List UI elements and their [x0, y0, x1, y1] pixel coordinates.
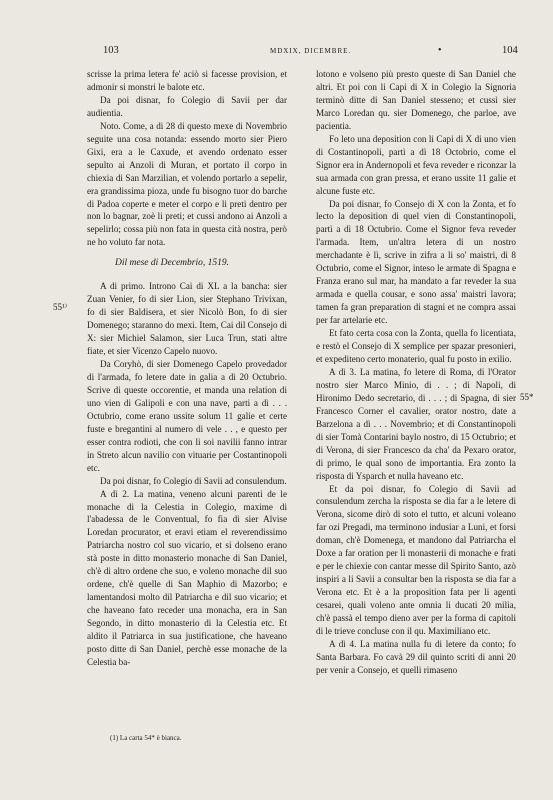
page-number-left: 103	[103, 45, 119, 56]
paragraph: Et da poi disnar, fo Colegio di Savii ad consulendum zercha la risposta se dia far a le letere di Verona, sicome dirò di soto el tutto, et alcuni voleano far ozi Pregadi, ma terminono indusiar a Luni, et forsi doman, ch'è Domenega, et mandono dal Patriarcha el Doxe a far oration per li monasterii di monache e frati e per le chiexie con cantar messe dil Spirito Santo, azò inspiri a li Savii a consultar ben la risposta se dia far a Verona etc. Et è a la proposition fata per li agenti cesarei, quali voleno ante omnia li ducati 20 milia, ch'è passà el tempo dieno aver per la forma di capitoli di le trieve concluse con il qu. Maximiliano etc.	[316, 483, 516, 636]
paragraph: Da poi disnar, fo Colegio di Savii ad consulendum.	[100, 475, 287, 486]
margin-note-right: 55*	[520, 392, 534, 402]
paragraph: Et fato certa cosa con la Zonta, quella fo licentiata, e restò el Consejo di X semplice per spazar presonieri, et expediteno certo monaterio, qual fu posto in exilio.	[316, 328, 516, 364]
paragraph: lotono e volseno più presto queste di San Daniel che altri. Et poi con li Capi di X in Colegio la Signoria terminò ditte di San Daniel stesseno; et cussì sier Marco Loredan qu. sier Domenego, che parloe, ave pacientia.	[316, 69, 516, 131]
left-column	[87, 68, 287, 669]
page-number-right: 104	[502, 45, 518, 56]
header-mark: •	[438, 45, 442, 56]
section-heading: Dil mese di Decembrio, 1519.	[115, 258, 229, 269]
paragraph: Fo leto una deposition con li Capi di X di uno vien di Costantinopoli, partì a dì 18 Octobrio, come el Signor era in Andernopoli et feva reveder e riconzar la sua armada con gran pressa, et erano ussite 11 galie et alcune fuste etc.	[316, 133, 516, 196]
right-column	[316, 68, 516, 677]
paragraph: A dì 3. La matina, fo letere di Roma, di l'Orator nostro sier Marco Minio, di . . ; di Napoli, di Hironimo Dedo secretario, di . . . ; di Spagna, di sier Francesco Corner el cavalier, orator nostro, date a Barzelona a dì . . . Novembrio; et di Constantinopoli di sier Tomà Contarini baylo nostro, di 15 Octubrio; et di Verona, di sier Francesco da cha' da Pexaro orator, di primo, le qual sono de importantia. Era zonto la risposta di Ysparch et nulla haveano etc.	[316, 366, 516, 481]
paragraph: A di primo. Introno Cai di XL a la bancha: sier Zuan Venier, fo di sier Lion, sier Stephano Trivixan, fo di sier Baldisera, et sier Nicolò Bon, fo di sier Domenego; staranno do mexi. Item, Cai dil Consejo di X: sier Michiel Salamon, sier Luca Trun, stati altre fiate, et sier Vicenzo Capelo nuovo.	[87, 281, 287, 357]
paragraph: Da Coryhò, di sier Domenego Capelo provedador di l'armada, fo letere date in galia a dì 20 Octubrio. Scrive di queste occorentie, et manda una relation di uno vien di Galipoli e con una nave, parti a dì . . . Octubrio, come erano ussite solum 11 galie et certe fuste e bregantini al numero di vele . . , e questo per esser contra rodioti, che con li soi navilii fanno intrar in Streto alcun navilio con vituarie per Costantinopoli etc.	[87, 359, 287, 473]
paragraph: Da poi disnar, fo Consejo di X con la Zonta, et fo lecto la deposition di quel vien di Constantinopoli, partì a dì 18 Octubrio. Come el Signor feva reveder l'armada. Item, un'altra letera di un nostro merchadante è lì, scrive in zifra a li so' maistri, di 8 Octubrio, come el Signor, inteso le armate di Spagna e Franza erano sul mar, ha mandato a far reveder la sua armada e quella cousar, e sono assa' maistri lavora; tamen fa gran preparation di stagni et ne compra assai per far artelarie etc.	[316, 198, 516, 326]
paragraph: Da poi disnar, fo Colegio di Savii per dar audientia.	[87, 94, 287, 118]
paragraph: A dì 4. La matina nulla fu di letere da conto; fo Santa Barbara. Fo cavà 29 dil quinto scriti di anni 20 per venir a Consejo, et quelli rimaseno	[316, 638, 516, 675]
margin-note-left: 55¹⁾	[53, 302, 67, 312]
paragraph: Noto. Come, a di 28 di questo mexe di Novembrio seguite una cosa notanda: essendo morto sier Piero Gixi, era a le Caxude, et avendo ordenato esser sepulto ai Anzoli di Muran, et portato il corpo in chiexia di San Marzilian, et volendo portarlo a sepelir, era grandissima pioza, unde fu bisogno tuor do barche di Padoa coperte e meter el corpo e li preti dentro per non lo bagnar, zoè li preti; et cussi andono ai Anzoli a sepelirlo; cossa più non fata in questa cità nostra, però ne ho voluto far nota.	[87, 120, 287, 248]
paragraph: scrisse la prima letera fe' aciò si facesse provision, et admonir si monstri le balote etc.	[87, 69, 287, 92]
paragraph: A dì 2. La matina, veneno alcuni parenti de le monache di la Celestia in Colegio, maxime di l'abadessa de le Conventual, fo fia di sier Alvise Loredan procurator, et eravi etiam el reverendissimo Patriarcha nostro col suo vicario, et si dolseno erano stà poste in ditto monasterio monache di San Daniel, ch'è di altro ordene che suo, e voleno monache dil suo ordene, ch'è quelle di San Maphio di Mazorbo; e lamentandosi molto dil Patriarcha e dil suo vicario; et che haveano fato receder una monacha, era in San Segondo, in ditto monasterio di la Celestia etc. Et aldito il Patriarca in sua justificatione, che haveano posto ditte di San Daniel, perchè esse monache de la Celestia ba-	[87, 488, 287, 667]
page-header	[0, 45, 553, 61]
running-title: MDXIX, DICEMBRE.	[270, 47, 352, 55]
footnote: (1) La carta 54* è bianca.	[110, 734, 182, 742]
